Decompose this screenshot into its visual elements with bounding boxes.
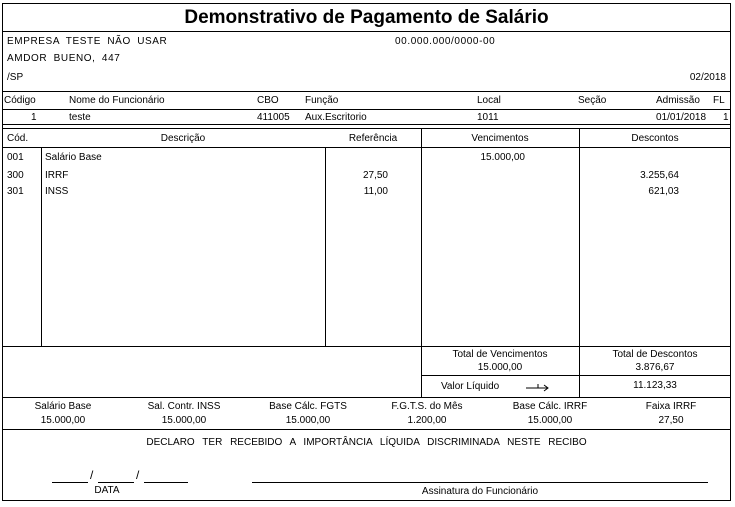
items-header-descricao: Descrição: [160, 133, 206, 144]
employee-admissao: 01/01/2018: [656, 112, 707, 123]
bases-bottom-line: [2, 429, 731, 430]
items-header-descontos: Descontos: [631, 133, 679, 144]
company-city: /SP: [7, 72, 24, 83]
item-cod: 301: [7, 186, 24, 197]
header-funcao: Função: [305, 95, 339, 106]
item-vencimentos: 15.000,00: [480, 152, 525, 163]
total-vencimentos-label: Total de Vencimentos: [452, 349, 548, 360]
company-address: AMDOR BUENO, 447: [7, 53, 121, 64]
header-codigo: Código: [4, 95, 36, 106]
signature-label: Assinatura do Funcionário: [421, 486, 539, 497]
company-name: EMPRESA TESTE NÃO USAR: [7, 36, 168, 47]
employee-funcao: Aux.Escritorio: [305, 112, 367, 123]
page-title: Demonstrativo de Pagamento de Salário: [184, 7, 549, 28]
items-header-referencia: Referência: [348, 133, 398, 144]
items-header-bottom: [2, 147, 731, 148]
employee-fl: 1: [723, 112, 729, 123]
total-vencimentos-value: 15.000,00: [477, 362, 523, 373]
faixa-irrf-label: Faixa IRRF: [645, 401, 697, 412]
date-year-line: [144, 482, 188, 483]
item-descricao: IRRF: [45, 170, 69, 181]
item-descontos: 621,03: [648, 186, 679, 197]
item-referencia: 27,50: [362, 170, 388, 181]
date-label: DATA: [94, 485, 120, 496]
base-calc-fgts-value: 15.000,00: [285, 415, 331, 426]
items-header-cod: Cód.: [7, 133, 29, 144]
totals-mid-line: [421, 375, 731, 376]
employee-codigo: 1: [31, 112, 37, 123]
company-cnpj: 00.000.000/0000-00: [395, 36, 496, 47]
sal-contr-inss-value: 15.000,00: [161, 415, 207, 426]
salario-base-value: 15.000,00: [40, 415, 86, 426]
bases-top-line: [2, 397, 731, 398]
header-secao: Seção: [578, 95, 607, 106]
total-descontos-label: Total de Descontos: [612, 349, 698, 360]
faixa-irrf-value: 27,50: [658, 415, 684, 426]
header-fl: FL: [713, 95, 725, 106]
declaration-text: DECLARO TER RECEBIDO A IMPORTÂNCIA LÍQUIDA DISCRIMINADA NESTE RECIBO: [146, 437, 587, 448]
date-slash-1: /: [90, 468, 94, 482]
date-day-line: [52, 482, 88, 483]
header-local: Local: [477, 95, 501, 106]
item-cod: 001: [7, 152, 24, 163]
employee-cbo: 411005: [257, 112, 290, 123]
salario-base-label: Salário Base: [34, 401, 92, 412]
sal-contr-inss-label: Sal. Contr. INSS: [147, 401, 221, 412]
item-descontos: 3.255,64: [640, 170, 679, 181]
date-month-line: [98, 482, 134, 483]
base-calc-fgts-label: Base Cálc. FGTS: [269, 401, 347, 412]
employee-header-bottom: [2, 109, 731, 110]
employee-nome: teste: [69, 112, 91, 123]
item-descricao: Salário Base: [45, 152, 102, 163]
header-cbo: CBO: [257, 95, 279, 106]
total-descontos-value: 3.876,67: [635, 362, 675, 373]
item-descricao: INSS: [45, 186, 69, 197]
date-slash-2: /: [136, 468, 140, 482]
title-divider: [2, 31, 731, 32]
employee-header-top: [2, 91, 731, 92]
base-calc-irrf-label: Base Cálc. IRRF: [512, 401, 588, 412]
fgts-mes-value: 1.200,00: [407, 415, 447, 426]
arrow-right-icon: [524, 381, 552, 393]
item-cod: 300: [7, 170, 24, 181]
items-header-vencimentos: Vencimentos: [471, 133, 529, 144]
valor-liquido-value: 11.123,33: [633, 380, 677, 391]
items-top-line-1: [2, 124, 731, 125]
valor-liquido-label: Valor Líquido: [441, 381, 500, 392]
item-referencia: 11,00: [363, 186, 388, 197]
base-calc-irrf-value: 15.000,00: [527, 415, 573, 426]
col-sep-cod: [41, 148, 42, 346]
fgts-mes-label: F.G.T.S. do Mês: [391, 401, 463, 412]
payment-period: 02/2018: [689, 72, 726, 83]
items-top-line-2: [2, 128, 731, 129]
signature-line: [252, 482, 708, 483]
header-nome: Nome do Funcionário: [69, 95, 165, 106]
employee-local: 1011: [477, 112, 499, 123]
header-admissao: Admissão: [656, 95, 700, 106]
totals-top-line: [2, 346, 731, 347]
